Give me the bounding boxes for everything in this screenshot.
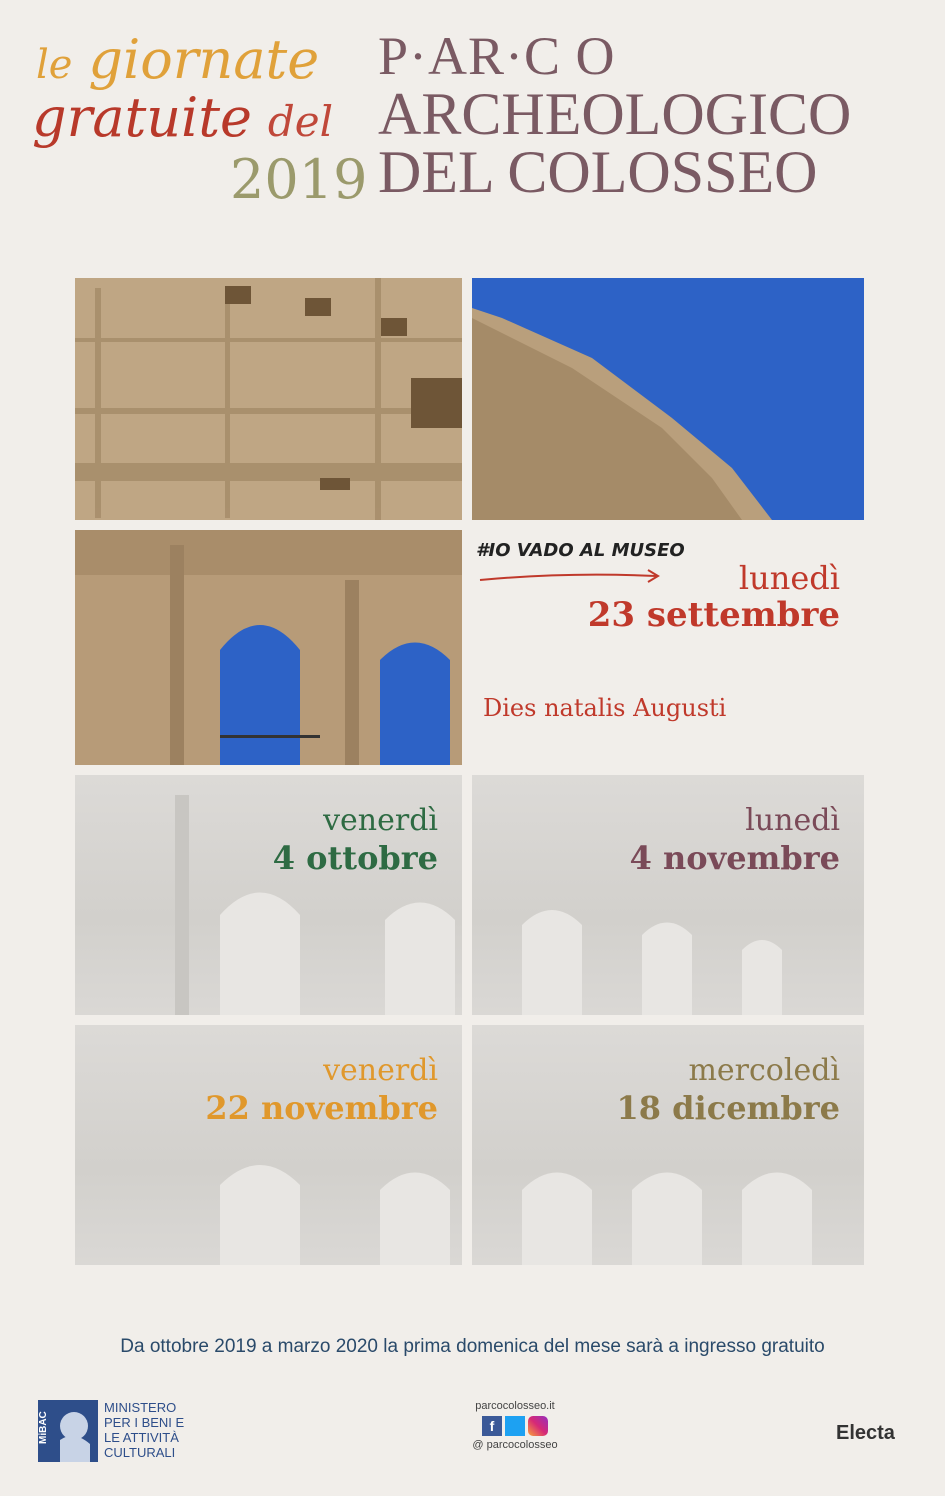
date-card-3-weekday: venerdì [323,1053,438,1088]
title-prefix: le [36,42,73,88]
date-card-4 [472,1025,864,1265]
parco-logo-mark: P·AR·C O [378,26,616,86]
hashtag-text: #IO VADO AL MUSEO [476,540,685,561]
title-giornate: giornate [88,28,320,91]
parco-name-line-1: ARCHEOLOGICO [378,81,852,147]
twitter-icon[interactable] [505,1416,525,1436]
sky-texture [472,278,864,520]
date-card-2-weekday: lunedì [745,803,840,838]
wall-texture [75,278,462,520]
mibac-abbr: MiBAC [38,1411,49,1444]
facebook-icon[interactable]: f [482,1416,502,1436]
date-card-3-text [205,1053,438,1127]
date-card-4-date: 18 dicembre [616,1089,840,1127]
featured-weekday: lunedì [738,559,840,597]
mibac-logo [38,1400,98,1462]
date-card-3-date: 22 novembre [205,1089,438,1127]
featured-date [588,560,840,634]
date-card-2-text [630,803,840,877]
ministry-line-2: PER I BENI E [104,1415,185,1430]
date-card-1 [75,775,462,1015]
ministry-line-1: MINISTERO [104,1400,177,1415]
date-card-1-text [273,803,438,877]
featured-date-value: 23 settembre [587,595,840,635]
social-handle[interactable]: @ parcocolosseo [472,1439,558,1451]
photo-colosseum-arches [75,530,462,765]
title-year: 2019 [230,148,368,211]
date-card-3 [75,1025,462,1265]
instagram-icon[interactable] [528,1416,548,1436]
arches-texture [75,530,462,765]
title-line-2 [32,88,333,152]
date-card-2-date: 4 novembre [629,839,840,877]
parco-name-line-2: DEL COLOSSEO [378,139,818,205]
date-card-1-weekday: venerdì [323,803,438,838]
social-block [460,1400,570,1451]
electa-logo: Electa [836,1422,895,1444]
ministry-name [104,1400,184,1460]
date-card-4-weekday: mercoledì [688,1053,840,1088]
social-icons [460,1416,570,1436]
photo-colosseum-wall [75,278,462,520]
featured-note: Dies natalis Augusti [483,694,727,722]
ministry-line-3: LE ATTIVITÀ [104,1430,179,1445]
date-card-1-date: 4 ottobre [272,839,438,877]
free-entry-notice: Da ottobre 2019 a marzo 2020 la prima domenica del mese sarà a ingresso gratuito [120,1336,825,1357]
website-link[interactable]: parcocolosseo.it [475,1400,555,1412]
date-card-4-text [617,1053,841,1127]
ministry-line-4: CULTURALI [104,1445,176,1460]
date-card-2 [472,775,864,1015]
photo-colosseum-sky [472,278,864,520]
title-gratuite: gratuite [32,86,252,149]
title-del: del [267,97,334,146]
